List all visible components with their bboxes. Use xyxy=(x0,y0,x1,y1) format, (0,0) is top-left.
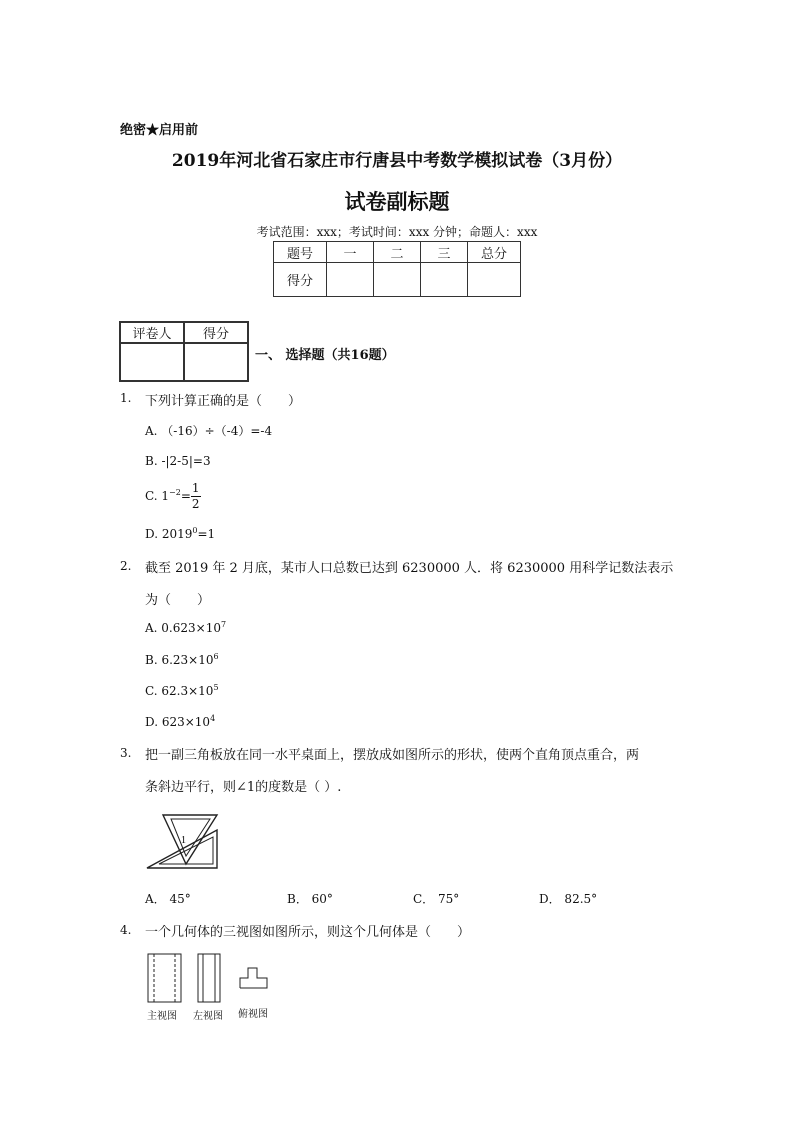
q3-text-line2: 条斜边平行，则∠1的度数是（ ）. xyxy=(145,780,342,795)
q1-option-d[interactable] xyxy=(145,526,215,541)
grader-table xyxy=(119,321,249,382)
exam-info: 考试范围：xxx；考试时间：xxx 分钟；命题人：xxx xyxy=(256,225,538,239)
q4-text: 一个几何体的三视图如图所示，则这个几何体是（ ） xyxy=(145,925,471,940)
q2-b-exponent: 6 xyxy=(213,652,219,661)
grader-cell[interactable] xyxy=(120,343,184,381)
q2-c-base: C. 62.3×10 xyxy=(145,684,214,698)
score-header-total: 总分 xyxy=(468,242,521,263)
q3-number: 3. xyxy=(120,746,132,760)
grader-score-header: 得分 xyxy=(184,322,248,343)
section-heading: 一、 选择题（共16题） xyxy=(255,348,395,363)
q2-option-d[interactable] xyxy=(145,714,215,729)
q4-left-view-label: 左视图 xyxy=(193,1011,223,1022)
q2-option-a[interactable] xyxy=(145,620,226,635)
exam-title: 2019年河北省石家庄市行唐县中考数学模拟试卷（3月份） xyxy=(171,151,623,171)
q1-number: 1. xyxy=(120,391,132,405)
q2-option-c[interactable] xyxy=(145,683,219,698)
score-cell[interactable] xyxy=(421,263,468,297)
q2-text-line2: 为（ ） xyxy=(145,593,211,608)
q1-d-suffix: =1 xyxy=(197,527,216,541)
q1-c-exponent: −2 xyxy=(169,488,181,497)
grader-score-cell[interactable] xyxy=(184,343,248,381)
grader-header: 评卷人 xyxy=(120,322,184,343)
q2-number: 2. xyxy=(120,559,132,573)
q4-three-views-figure xyxy=(145,950,275,1006)
q2-c-exponent: 5 xyxy=(213,683,219,692)
score-table xyxy=(273,241,521,297)
fraction-denominator: 2 xyxy=(191,497,200,511)
score-header-qnum: 题号 xyxy=(274,242,327,263)
score-cell[interactable] xyxy=(468,263,521,297)
score-cell[interactable] xyxy=(327,263,374,297)
q1-option-c[interactable] xyxy=(145,481,201,512)
q1-c-equals: = xyxy=(180,489,191,503)
q1-d-exponent: 0 xyxy=(192,526,198,535)
q2-a-exponent: 7 xyxy=(220,620,227,629)
q1-c-fraction xyxy=(191,481,201,512)
q2-option-b[interactable] xyxy=(145,652,219,667)
fraction-numerator: 1 xyxy=(191,481,200,495)
q2-text-line1: 截至 2019 年 2 月底，某市人口总数已达到 6230000 人．将 6230000 用科学记数法表示 xyxy=(145,561,674,576)
q3-text-line1: 把一副三角板放在同一水平桌面上，摆放成如图所示的形状，使两个直角顶点重合，两 xyxy=(145,748,640,763)
q4-top-view-label: 俯视图 xyxy=(238,1009,268,1020)
q1-d-prefix: D. 2019 xyxy=(145,527,193,541)
confidential-label: 绝密★启用前 xyxy=(120,123,199,138)
score-cell[interactable] xyxy=(374,263,421,297)
q3-angle-label: 1 xyxy=(181,835,186,846)
q1-c-prefix: C. 1 xyxy=(145,489,170,503)
q4-front-view-label: 主视图 xyxy=(147,1011,177,1022)
q3-triangle-figure xyxy=(143,812,225,872)
q4-number: 4. xyxy=(120,923,132,937)
q2-d-base: D. 623×10 xyxy=(145,715,211,729)
score-header-2: 二 xyxy=(374,242,421,263)
q1-text: 下列计算正确的是（ ） xyxy=(145,394,302,409)
score-row-label: 得分 xyxy=(274,263,327,297)
q3-option-b[interactable]: B． 60° xyxy=(287,892,333,906)
q1-option-a[interactable]: A. （-16）÷（-4）=-4 xyxy=(145,424,273,438)
q3-option-d[interactable]: D． 82.5° xyxy=(539,892,598,906)
q2-b-base: B. 6.23×10 xyxy=(145,653,214,667)
q1-option-b[interactable]: B. -|2-5|=3 xyxy=(145,454,211,468)
q2-a-base: A. 0.623×10 xyxy=(145,621,221,635)
q3-option-c[interactable]: C． 75° xyxy=(413,892,460,906)
score-header-1: 一 xyxy=(327,242,374,263)
exam-subtitle: 试卷副标题 xyxy=(344,189,450,214)
score-header-3: 三 xyxy=(421,242,468,263)
q2-d-exponent: 4 xyxy=(210,714,216,723)
q3-option-a[interactable]: A． 45° xyxy=(145,892,191,906)
